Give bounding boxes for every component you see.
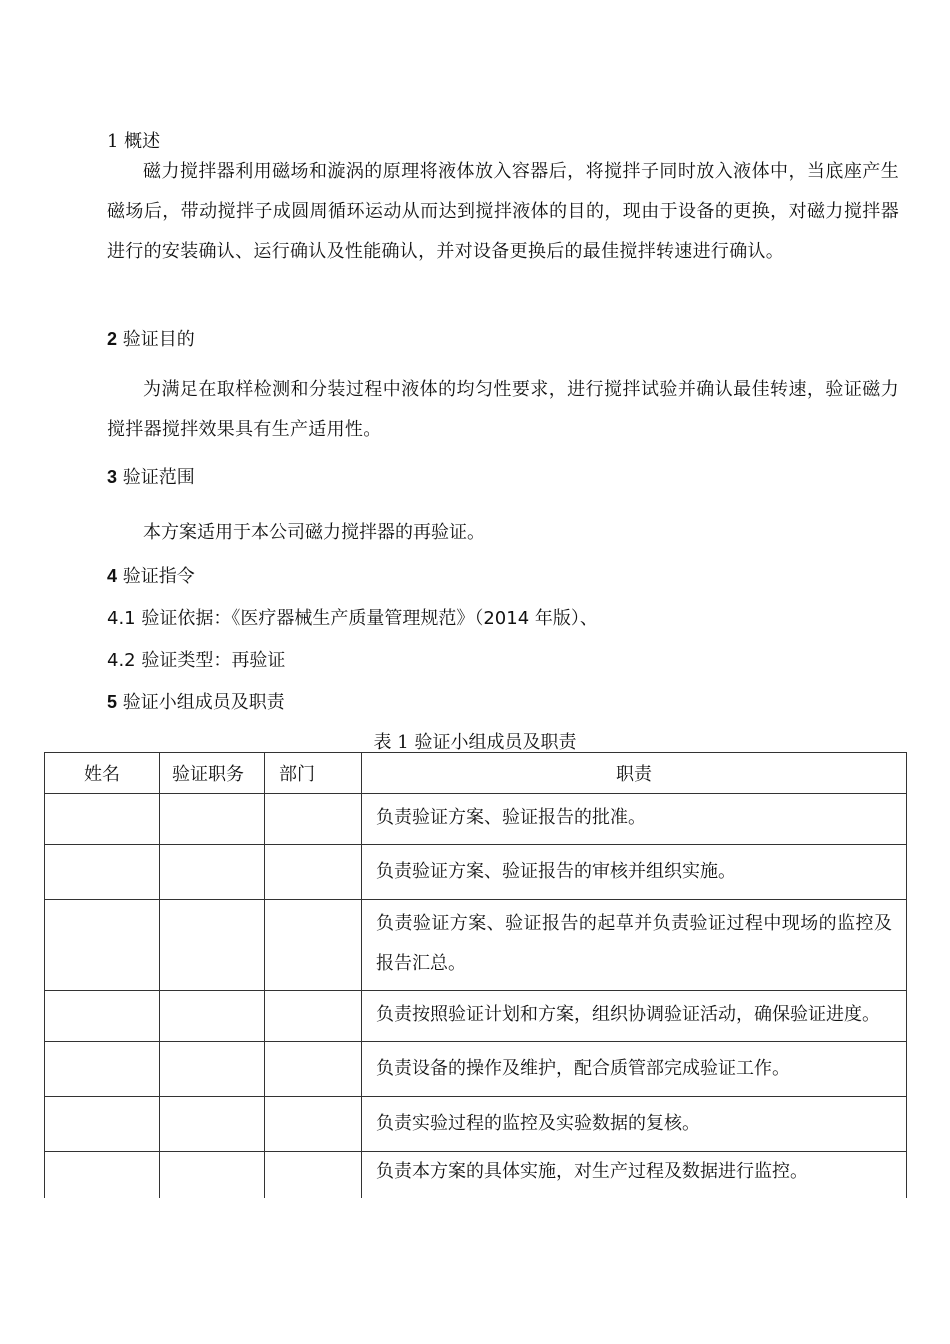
cell-duty: 负责验证方案、验证报告的审核并组织实施。 — [362, 845, 907, 900]
section-2-heading — [107, 325, 195, 351]
section-3-paragraph: 本方案适用于本公司磁力搅拌器的再验证。 — [143, 522, 485, 543]
cell-role — [160, 1152, 265, 1199]
header-duty: 职责 — [362, 753, 907, 794]
section-4-heading — [107, 562, 195, 588]
cell-department — [265, 991, 362, 1042]
table-row — [45, 1042, 907, 1097]
cell-duty: 负责实验过程的监控及实验数据的复核。 — [362, 1097, 907, 1152]
header-name: 姓名 — [45, 753, 160, 794]
cell-name — [45, 1042, 160, 1097]
section-5-heading — [107, 688, 285, 714]
cell-name — [45, 1097, 160, 1152]
cell-department — [265, 900, 362, 991]
section-3-number: 3 — [107, 467, 118, 487]
cell-duty: 负责按照验证计划和方案，组织协调验证活动，确保验证进度。 — [362, 991, 907, 1042]
cell-duty: 负责验证方案、验证报告的起草并负责验证过程中现场的监控及报告汇总。 — [362, 900, 907, 991]
table-row — [45, 991, 907, 1042]
section-1-heading: 1 概述 — [107, 131, 161, 152]
table-row — [45, 1097, 907, 1152]
header-department: 部门 — [265, 753, 362, 794]
cell-role — [160, 845, 265, 900]
cell-role — [160, 900, 265, 991]
table-row — [45, 794, 907, 845]
section-4-title: 验证指令 — [122, 566, 195, 587]
cell-name — [45, 794, 160, 845]
table-row — [45, 900, 907, 991]
section-4-item-1: 4.1 验证依据：《医疗器械生产质量管理规范》（2014 年版）、 — [107, 608, 598, 629]
section-4-item-2: 4.2 验证类型：再验证 — [107, 650, 286, 671]
cell-department — [265, 1152, 362, 1199]
cell-role — [160, 1097, 265, 1152]
table-caption: 表 1 验证小组成员及职责 — [373, 732, 577, 753]
section-5-number: 5 — [107, 692, 118, 712]
cell-role — [160, 794, 265, 845]
cell-duty: 负责本方案的具体实施，对生产过程及数据进行监控。 — [362, 1152, 907, 1199]
table-row — [45, 845, 907, 900]
cell-duty: 负责验证方案、验证报告的批准。 — [362, 794, 907, 845]
section-1-paragraph: 磁力搅拌器利用磁场和漩涡的原理将液体放入容器后，将搅拌子同时放入液体中，当底座产生磁场后，带动搅拌子成圆周循环运动从而达到搅拌液体的目的，现由于设备的更换，对磁力搅拌器进行的安装确认、运行确认及性能确认，并对设备更换后的最佳搅拌转速进行确认。 — [107, 161, 899, 262]
section-2-number: 2 — [107, 329, 118, 349]
cell-name — [45, 845, 160, 900]
section-4-number: 4 — [107, 566, 118, 586]
cell-role — [160, 991, 265, 1042]
section-2-title: 验证目的 — [122, 329, 195, 350]
team-table — [44, 752, 907, 1198]
section-3-title: 验证范围 — [122, 467, 195, 488]
cell-role — [160, 1042, 265, 1097]
cell-department — [265, 1042, 362, 1097]
cell-department — [265, 1097, 362, 1152]
cell-name — [45, 1152, 160, 1199]
section-3-heading — [107, 463, 195, 489]
section-5-title: 验证小组成员及职责 — [122, 692, 285, 713]
cell-name — [45, 991, 160, 1042]
cell-department — [265, 794, 362, 845]
section-2-paragraph: 为满足在取样检测和分装过程中液体的均匀性要求，进行搅拌试验并确认最佳转速，验证磁力搅拌器搅拌效果具有生产适用性。 — [107, 379, 899, 440]
table-row — [45, 1152, 907, 1199]
cell-duty: 负责设备的操作及维护，配合质管部完成验证工作。 — [362, 1042, 907, 1097]
header-role: 验证职务 — [160, 753, 265, 794]
table-header-row — [45, 753, 907, 794]
cell-department — [265, 845, 362, 900]
cell-name — [45, 900, 160, 991]
